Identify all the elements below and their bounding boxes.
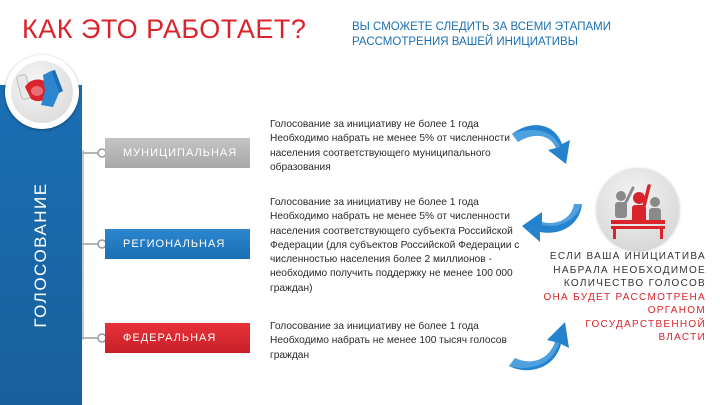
curved-arrow-icon <box>508 118 578 176</box>
connector-hook-icon <box>82 239 106 249</box>
level-municipal: МУНИЦИПАЛЬНАЯ <box>105 138 250 168</box>
voters-group-icon <box>597 168 679 250</box>
voting-hand-icon <box>11 61 73 123</box>
page-subtitle: ВЫ СМОЖЕТЕ СЛЕДИТЬ ЗА ВСЕМИ ЭТАПАМИ РАССМОТРЕНИЯ ВАШЕЙ ИНИЦИАТИВЫ <box>352 21 611 48</box>
level-regional-description: Голосование за инициативу не более 1 года Необходимо набрать не менее 5% от численности населения соответствующего субъекта Российской Федерации (для субъектов Российской Федерации с численностью населения более 2 миллионов - необходимо получить поддержку не менее 100 000 граждан) <box>270 197 520 294</box>
level-municipal-description: Голосование за инициативу не более 1 года Необходимо набрать не менее 5% от численности населения соответствующего муниципального образования <box>270 119 510 173</box>
page-title: КАК ЭТО РАБОТАЕТ? <box>22 14 307 44</box>
voting-badge <box>5 55 79 129</box>
connector-hook-icon <box>82 333 106 343</box>
result-text <box>538 250 706 345</box>
curved-arrow-icon <box>520 198 588 246</box>
result-text-condition: ЕСЛИ ВАША ИНИЦИАТИВА НАБРАЛА НЕОБХОДИМОЕ КОЛИЧЕСТВО ГОЛОСОВ <box>549 251 706 289</box>
sidebar-label: ГОЛОСОВАНИЕ <box>31 182 50 328</box>
voters-badge <box>597 168 679 250</box>
level-federal: ФЕДЕРАЛЬНАЯ <box>105 323 250 353</box>
level-regional: РЕГИОНАЛЬНАЯ <box>105 229 250 259</box>
level-federal-description: Голосование за инициативу не более 1 года Необходимо набрать не менее 100 тысяч голосов граждан <box>270 321 507 361</box>
result-text-outcome: ОНА БУДЕТ РАССМОТРЕНА ОРГАНОМ ГОСУДАРСТВЕННОЙ ВЛАСТИ <box>543 291 706 343</box>
connector-hook-icon <box>82 148 106 158</box>
